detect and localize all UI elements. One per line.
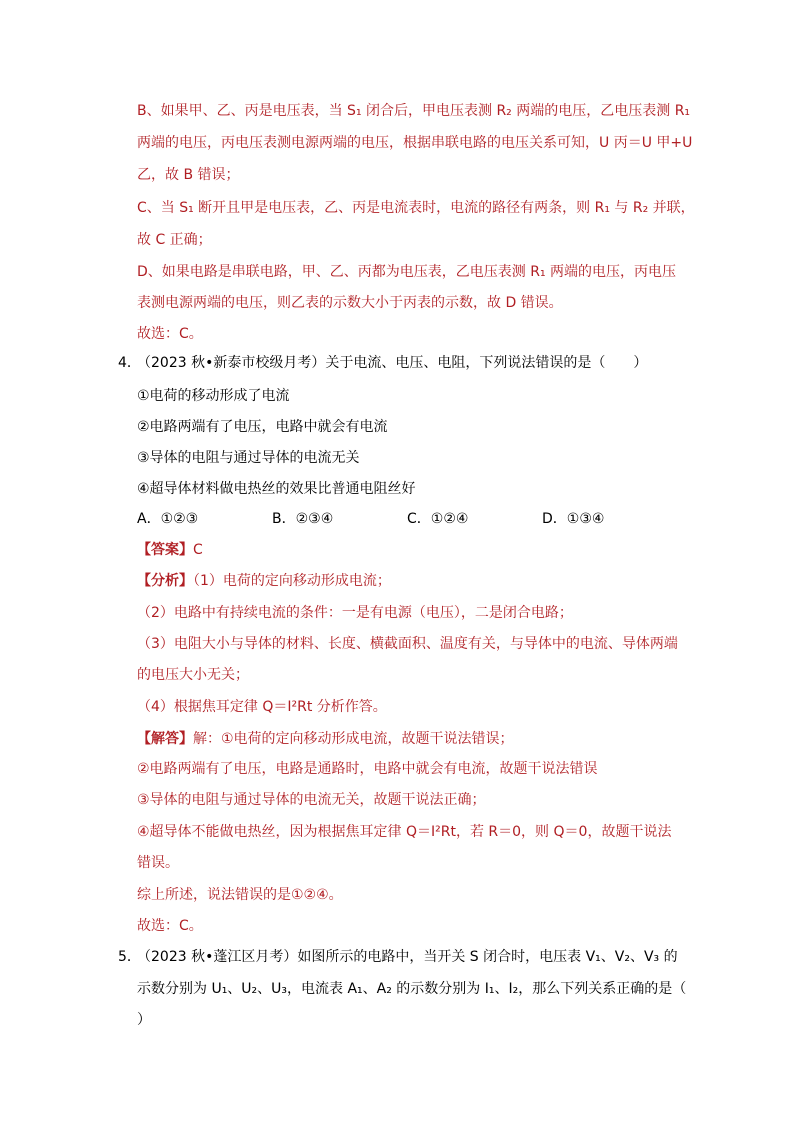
prev-b-line2: 两端的电压，丙电压表测电源两端的电压，根据串联电路的电压关系可知，U 丙＝U 甲+U: [137, 135, 693, 151]
q5-stem-line1: （2023 秋•蓬江区月考）如图所示的电路中，当开关 S 闭合时，电压表 V₁、V₂、V₃ 的: [137, 949, 678, 965]
q4-solution-line2: ②电路两端有了电压，电路是通路时，电路中就会有电流，故题干说法错误: [137, 761, 598, 777]
q4-option-c: C．①②④: [407, 511, 469, 527]
prev-choice: 故选：C。: [137, 326, 203, 342]
q4-solution-line4: ④超导体不能做电热丝，因为根据焦耳定律 Q＝I²Rt，若 R＝0，则 Q＝0，故题干说法: [137, 824, 672, 840]
q4-option-d: D．①③④: [542, 511, 605, 527]
q4-analysis-line3: （3）电阻大小与导体的材料、长度、横截面积、温度有关，与导体中的电流、导体两端: [137, 636, 678, 652]
q4-solution-line5: 错误。: [137, 855, 179, 871]
prev-b-line3: 乙，故 B 错误；: [137, 167, 240, 183]
prev-d-line2: 表测电源两端的电压，则乙表的示数大小于丙表的示数，故 D 错误。: [137, 295, 563, 311]
q4-item-2: ②电路两端有了电压，电路中就会有电流: [137, 419, 388, 435]
q4-analysis-line4: 的电压大小无关；: [137, 667, 249, 683]
answer-value: C: [193, 542, 203, 558]
prev-b-line1: B、如果甲、乙、丙是电压表，当 S₁ 闭合后，甲电压表测 R₂ 两端的电压，乙电压表测 R₁: [137, 103, 691, 119]
q4-number: 4．: [118, 355, 141, 371]
q4-solution-line1: [137, 729, 514, 749]
q4-item-1: ①电荷的移动形成了电流: [137, 388, 290, 404]
prev-c-line1: C、当 S₁ 断开且甲是电压表，乙、丙是电流表时，电流的路径有两条，则 R₁ 与 R₂ 并联，: [137, 200, 695, 216]
solution-text-1: 解：①电荷的定向移动形成电流，故题干说法错误；: [193, 731, 514, 747]
q4-solution-line6: 综上所述，说法错误的是①②④。: [137, 887, 343, 903]
q4-option-b: B．②③④: [272, 511, 334, 527]
q4-stem: （2023 秋•新泰市校级月考）关于电流、电压、电阻，下列说法错误的是（ ）: [137, 355, 648, 371]
q5-number: 5．: [118, 949, 141, 965]
q4-answer-line: [137, 540, 203, 560]
q4-choice: 故选：C。: [137, 918, 203, 934]
q4-options: [137, 509, 677, 529]
solution-tag: 【解答】: [137, 731, 193, 747]
answer-tag: 【答案】: [137, 542, 193, 558]
q4-option-a: A．①②③: [137, 511, 199, 527]
q4-item-4: ④超导体材料做电热丝的效果比普通电阻丝好: [137, 481, 416, 497]
q5-stem-line2: 示数分别为 U₁、U₂、U₃，电流表 A₁、A₂ 的示数分别为 I₁、I₂，那么下列关系正确的是（: [137, 981, 687, 997]
q4-analysis-line1: [137, 571, 391, 591]
q4-solution-line3: ③导体的电阻与通过导体的电流无关，故题干说法正确；: [137, 792, 486, 808]
prev-c-line2: 故 C 正确；: [137, 232, 212, 248]
q4-analysis-line5: （4）根据焦耳定律 Q＝I²Rt 分析作答。: [137, 699, 387, 715]
q4-analysis-line2: （2）电路中有持续电流的条件：一是有电源（电压），二是闭合电路；: [137, 605, 573, 621]
q5-stem-line3: ）: [137, 1012, 151, 1028]
prev-d-line1: D、如果电路是串联电路，甲、乙、丙都为电压表，乙电压表测 R₁ 两端的电压，丙电压: [137, 264, 677, 280]
q4-item-3: ③导体的电阻与通过导体的电流无关: [137, 450, 360, 466]
analysis-text-1: （1）电荷的定向移动形成电流；: [193, 573, 391, 589]
analysis-tag: 【分析】: [137, 573, 193, 589]
